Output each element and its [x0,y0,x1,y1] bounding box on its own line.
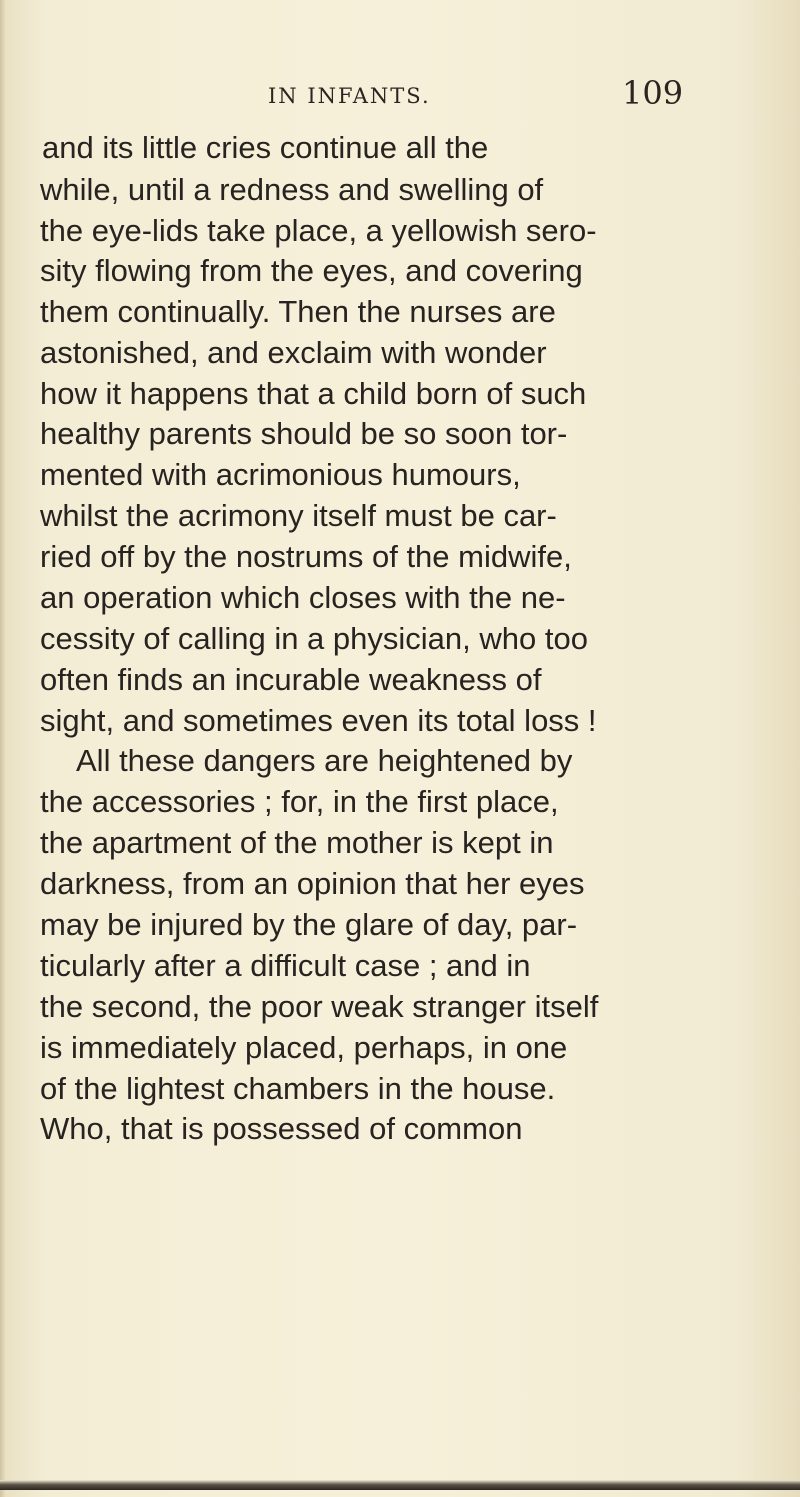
text-line: them continually. Then the nurses are [40,294,556,329]
text-line: how it happens that a child born of such [40,376,587,411]
text-line: is immediately placed, perhaps, in one [40,1030,568,1065]
text-line: the apartment of the mother is kept in [40,825,554,860]
text-line: All these dangers are heightened by [76,743,573,778]
text-line: cessity of calling in a physician, who too [40,621,588,656]
page-bottom-edge [0,1480,800,1490]
text-line: the accessories ; for, in the first place, [40,784,559,819]
text-line: astonished, and exclaim with wonder [40,335,547,370]
text-line: the eye-lids take place, a yellowish sero- [40,213,597,248]
text-line: may be injured by the glare of day, par- [40,907,578,942]
text-line: whilst the acrimony itself must be car- [40,498,557,533]
text-line: the second, the poor weak stranger itself [40,989,599,1024]
text-line: and its little cries continue all the [42,130,489,165]
page-gutter-shadow [0,0,6,1497]
text-line: ried off by the nostrums of the midwife, [40,539,572,574]
running-head: IN INFANTS. [268,84,431,108]
text-line: darkness, from an opinion that her eyes [40,866,585,901]
text-line: an operation which closes with the ne- [40,580,566,615]
text-line: healthy parents should be so soon tor- [40,416,568,451]
text-line: while, until a redness and swelling of [40,172,544,207]
text-line: often finds an incurable weakness of [40,662,542,697]
text-line: Who, that is possessed of common [40,1111,523,1146]
text-line: sight, and sometimes even its total loss ! [40,703,597,738]
text-line: of the lightest chambers in the house. [40,1071,556,1106]
text-line: sity flowing from the eyes, and covering [40,253,583,288]
text-line: ticularly after a difficult case ; and in [40,948,531,983]
text-line: mented with acrimonious humours, [40,457,521,492]
page-number: 109 [622,74,684,112]
